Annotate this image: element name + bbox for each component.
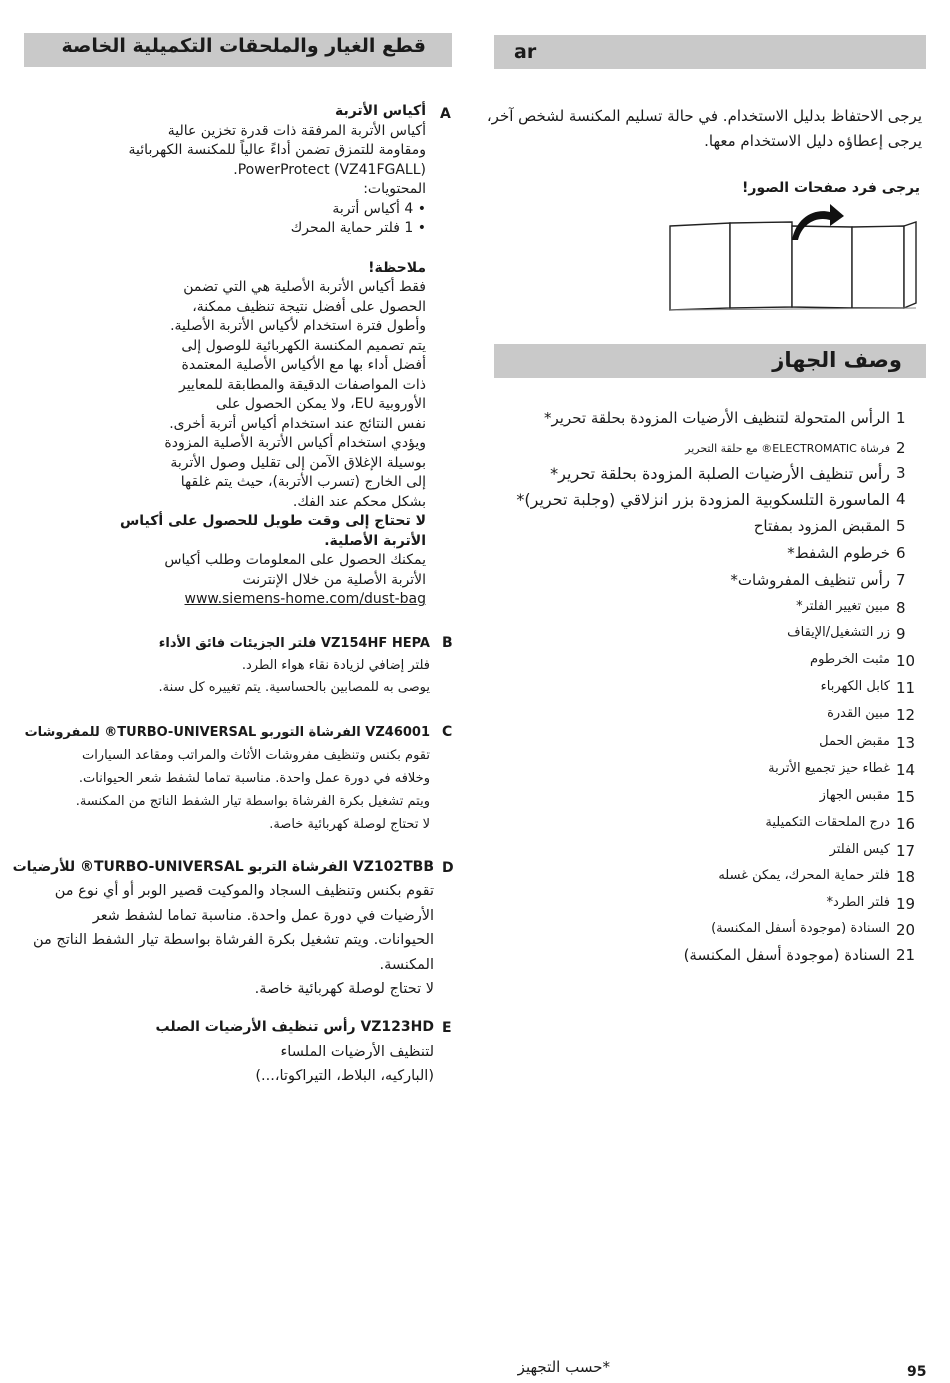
item-number: 17 (896, 842, 916, 860)
footnote: *حسب التجهيز (517, 1358, 610, 1376)
item-text: مقبس الجهاز (819, 788, 890, 803)
body-line: الحيوانات. ويتم تشغيل بكرة الفرشاة بواسطة تيار الشفط الناتج من (33, 932, 434, 948)
note-line: الأتربة الأصلية من خلال الإنترنت (242, 571, 426, 588)
item-number: 7 (896, 571, 906, 589)
item-number: 10 (896, 652, 916, 670)
item-text: فلتر الطرد* (826, 895, 890, 910)
item-number: 4 (896, 490, 906, 508)
body-line: تقوم بكنس وتنظيف السجاد والموكيت قصير الوبر أو أي نوع من (54, 883, 434, 899)
item-number: 6 (896, 544, 906, 562)
item-text: المقبض المزود بمفتاح (753, 517, 890, 535)
list-item (500, 679, 930, 705)
item-text: مثبت الخرطوم (810, 652, 890, 667)
list-item (500, 571, 930, 597)
body-line: المكنسة. (379, 956, 434, 973)
section-d (12, 855, 434, 1002)
note-line: ويؤدي استخدام أكياس الأتربة الأصلية المزودة (164, 435, 426, 451)
description-header-bar (494, 344, 926, 378)
item-text: رأس تنظيف الأرضيات الصلبة المزودة بحلقة تحرير* (550, 464, 890, 483)
body-line: ومقاومة للتمزق تضمن أداءً عالياً للمكنسة الكهربائية (128, 142, 426, 158)
item-number: 8 (896, 599, 906, 617)
section-heading: VZ154HF HEPA فلتر الجزيئات فائق الأداء (158, 636, 430, 651)
list-item (500, 544, 930, 570)
list-item (500, 625, 930, 651)
list-item (500, 652, 930, 678)
note-heading: ملاحظة! (368, 259, 426, 276)
list-item (500, 761, 930, 787)
section-b (28, 633, 430, 699)
note-line: فقط أكياس الأتربة الأصلية هي التي تضمن (183, 279, 426, 295)
item-text: السنادة (موجودة أسفل المكنسة) (711, 921, 890, 936)
section-heading: أكياس الأتربة (334, 103, 426, 119)
section-header-bar (24, 33, 452, 67)
item-text: الماسورة التلسكوبية المزودة بزر انزلاقي (وجلبة تحرير)* (516, 490, 890, 509)
list-item (500, 599, 930, 625)
item-number: 2 (896, 439, 906, 457)
note-line: يمكنك الحصول على المعلومات وطلب أكياس (164, 552, 426, 568)
unfold-text: يرجى فرد صفحات الصور! (742, 180, 920, 196)
section-letter: C (442, 724, 453, 740)
item-number: 11 (896, 679, 916, 697)
list-item (500, 439, 930, 465)
item-text: فرشاة ELECTROMATIC® مع حلقة التحرير (685, 442, 890, 455)
section-heading: VZ102TBB الفرشاة التربو TURBO-UNIVERSAL® للأرضيات (12, 859, 434, 875)
item-number: 14 (896, 761, 916, 779)
body-line: • 1 فلتر حماية المحرك (290, 220, 426, 236)
body-line: لا تحتاج لوصلة كهربائية خاصة. (269, 817, 430, 832)
note-line: بشكل محكم عند الفك. (292, 493, 426, 510)
item-number: 13 (896, 734, 916, 752)
body-line: الأرضيات في دورة عمل واحدة. مناسبة تماما لشفط شعر (92, 907, 434, 924)
section-heading: VZ123HD رأس تنظيف الأرضيات الصلب (155, 1019, 434, 1035)
item-number: 15 (896, 788, 916, 806)
body-line: • 4 أكياس أتربة (332, 200, 426, 217)
section-a (28, 102, 426, 610)
item-text: السنادة (موجودة أسفل المكنسة) (683, 946, 890, 964)
body-line: لتنظيف الأرضيات الملساء (280, 1043, 434, 1060)
item-number: 20 (896, 921, 916, 939)
item-text: رأس تنظيف المفروشات* (730, 571, 890, 589)
list-item (500, 946, 930, 972)
section-c (24, 721, 430, 836)
note-line: الأوروبية EU، ولا يمكن الحصول على (215, 396, 426, 412)
item-number: 3 (896, 464, 906, 482)
body-line: تقوم بكنس وتنظيف مفروشات الأثاث والمراتب ومقاعد السيارات (81, 748, 430, 763)
list-item (500, 490, 930, 516)
note-line: إلى الخارج (تسرب الأتربة)، حيث يتم غلقها (180, 474, 426, 490)
list-item (500, 464, 930, 490)
body-line: لا تحتاج لوصلة كهربائية خاصة. (254, 981, 434, 997)
item-number: 21 (896, 946, 916, 964)
page-number: 95 (907, 1364, 927, 1380)
item-text: مبين تغيير الفلتر* (796, 599, 890, 614)
section-title: قطع الغيار والملحقات التكميلية الخاصة (61, 35, 426, 57)
section-e (28, 1015, 434, 1089)
language-header-bar (494, 35, 926, 69)
unfold-note (494, 180, 920, 196)
note-line: يتم تصميم المكنسة الكهربائية للوصول إلى (181, 337, 426, 354)
item-text: زر التشغيل/الإيقاف (787, 625, 890, 640)
note-line: بوسيلة الإغلاق الآمن إلى تقليل وصول الأتربة (170, 454, 426, 471)
item-text: درج الملحقات التكميلية (765, 815, 890, 830)
body-line: وخلافه في دورة عمل واحدة. مناسبة تماما لشفط شعر الحيوانات. (78, 771, 430, 786)
item-text: غطاء حيز تجميع الأتربة (768, 761, 890, 776)
list-item (500, 409, 930, 435)
list-item (500, 734, 930, 760)
note-bold-line: لا تحتاج إلى وقت طويل للحصول على أكياس (119, 513, 426, 529)
item-number: 12 (896, 706, 916, 724)
unfold-pages-illustration (664, 200, 924, 315)
description-title: وصف الجهاز (772, 348, 902, 372)
item-text: فلتر حماية المحرك، يمكن غسله (718, 868, 890, 883)
section-letter: A (440, 106, 451, 122)
item-number: 9 (896, 625, 906, 643)
intro-line: يرجى الاحتفاظ بدليل الاستخدام. في حالة تسليم المكنسة لشخص آخر، (486, 107, 922, 125)
item-text: كابل الكهرباء (820, 679, 890, 694)
note-bold-line: الأتربة الأصلية. (324, 532, 426, 549)
intro-line: يرجى إعطاؤه دليل الاستخدام معها. (704, 132, 922, 150)
dust-bag-link[interactable]: www.siemens-home.com/dust-bag (184, 591, 426, 607)
item-number: 1 (896, 409, 906, 427)
list-item (500, 921, 930, 947)
item-number: 18 (896, 868, 916, 886)
note-line: نفس النتائج عند استخدام أكياس أتربة أخرى. (169, 415, 426, 432)
item-text: خرطوم الشفط* (787, 544, 890, 562)
body-line: المحتويات: (363, 181, 426, 197)
body-line: أكياس الأتربة المرفقة ذات قدرة تخزين عالية (167, 122, 426, 139)
item-number: 5 (896, 517, 906, 535)
item-number: 19 (896, 895, 916, 913)
item-text: مقبض الحمل (819, 734, 890, 749)
note-line: ذات المواصفات الدقيقة والمطابقة للمعايير (178, 376, 426, 393)
list-item (500, 815, 930, 841)
body-line: PowerProtect (VZ41FGALL). (233, 161, 426, 178)
language-code: ar (514, 41, 537, 63)
body-line: يوصى به للمصابين بالحساسية. يتم تغييره كل سنة. (158, 680, 430, 695)
item-text: كيس الفلتر (829, 842, 890, 857)
item-text: الرأس المتحولة لتنظيف الأرضيات المزودة بحلقة تحرير* (544, 409, 890, 427)
item-text: مبين القدرة (827, 706, 890, 721)
note-line: الحصول على أفضل نتيجة تنظيف ممكنة، (192, 298, 426, 315)
list-item (500, 788, 930, 814)
list-item (500, 895, 930, 921)
list-item (500, 517, 930, 543)
intro-text (486, 104, 922, 154)
body-line: ويتم تشغيل بكرة الفرشاة بواسطة تيار الشفط الناتج من المكنسة. (75, 794, 430, 809)
body-line: (الباركيه، البلاط، التيراكوتا،...) (255, 1068, 434, 1084)
section-heading: VZ46001 الفرشاة التوربو TURBO-UNIVERSAL® للمفروشات (24, 725, 430, 740)
note-line: وأطول فترة استخدام لأكياس الأتربة الأصلية. (170, 318, 426, 334)
list-item (500, 706, 930, 732)
list-item (500, 842, 930, 868)
section-letter: B (442, 635, 453, 651)
note-line: أفضل أداء بها مع الأكياس الأصلية المعتمدة (181, 357, 426, 373)
body-line: فلتر إضافي لزيادة نقاء هواء الطرد. (241, 658, 430, 673)
item-number: 16 (896, 815, 916, 833)
section-letter: E (442, 1020, 452, 1036)
list-item (500, 868, 930, 894)
section-letter: D (442, 860, 454, 876)
